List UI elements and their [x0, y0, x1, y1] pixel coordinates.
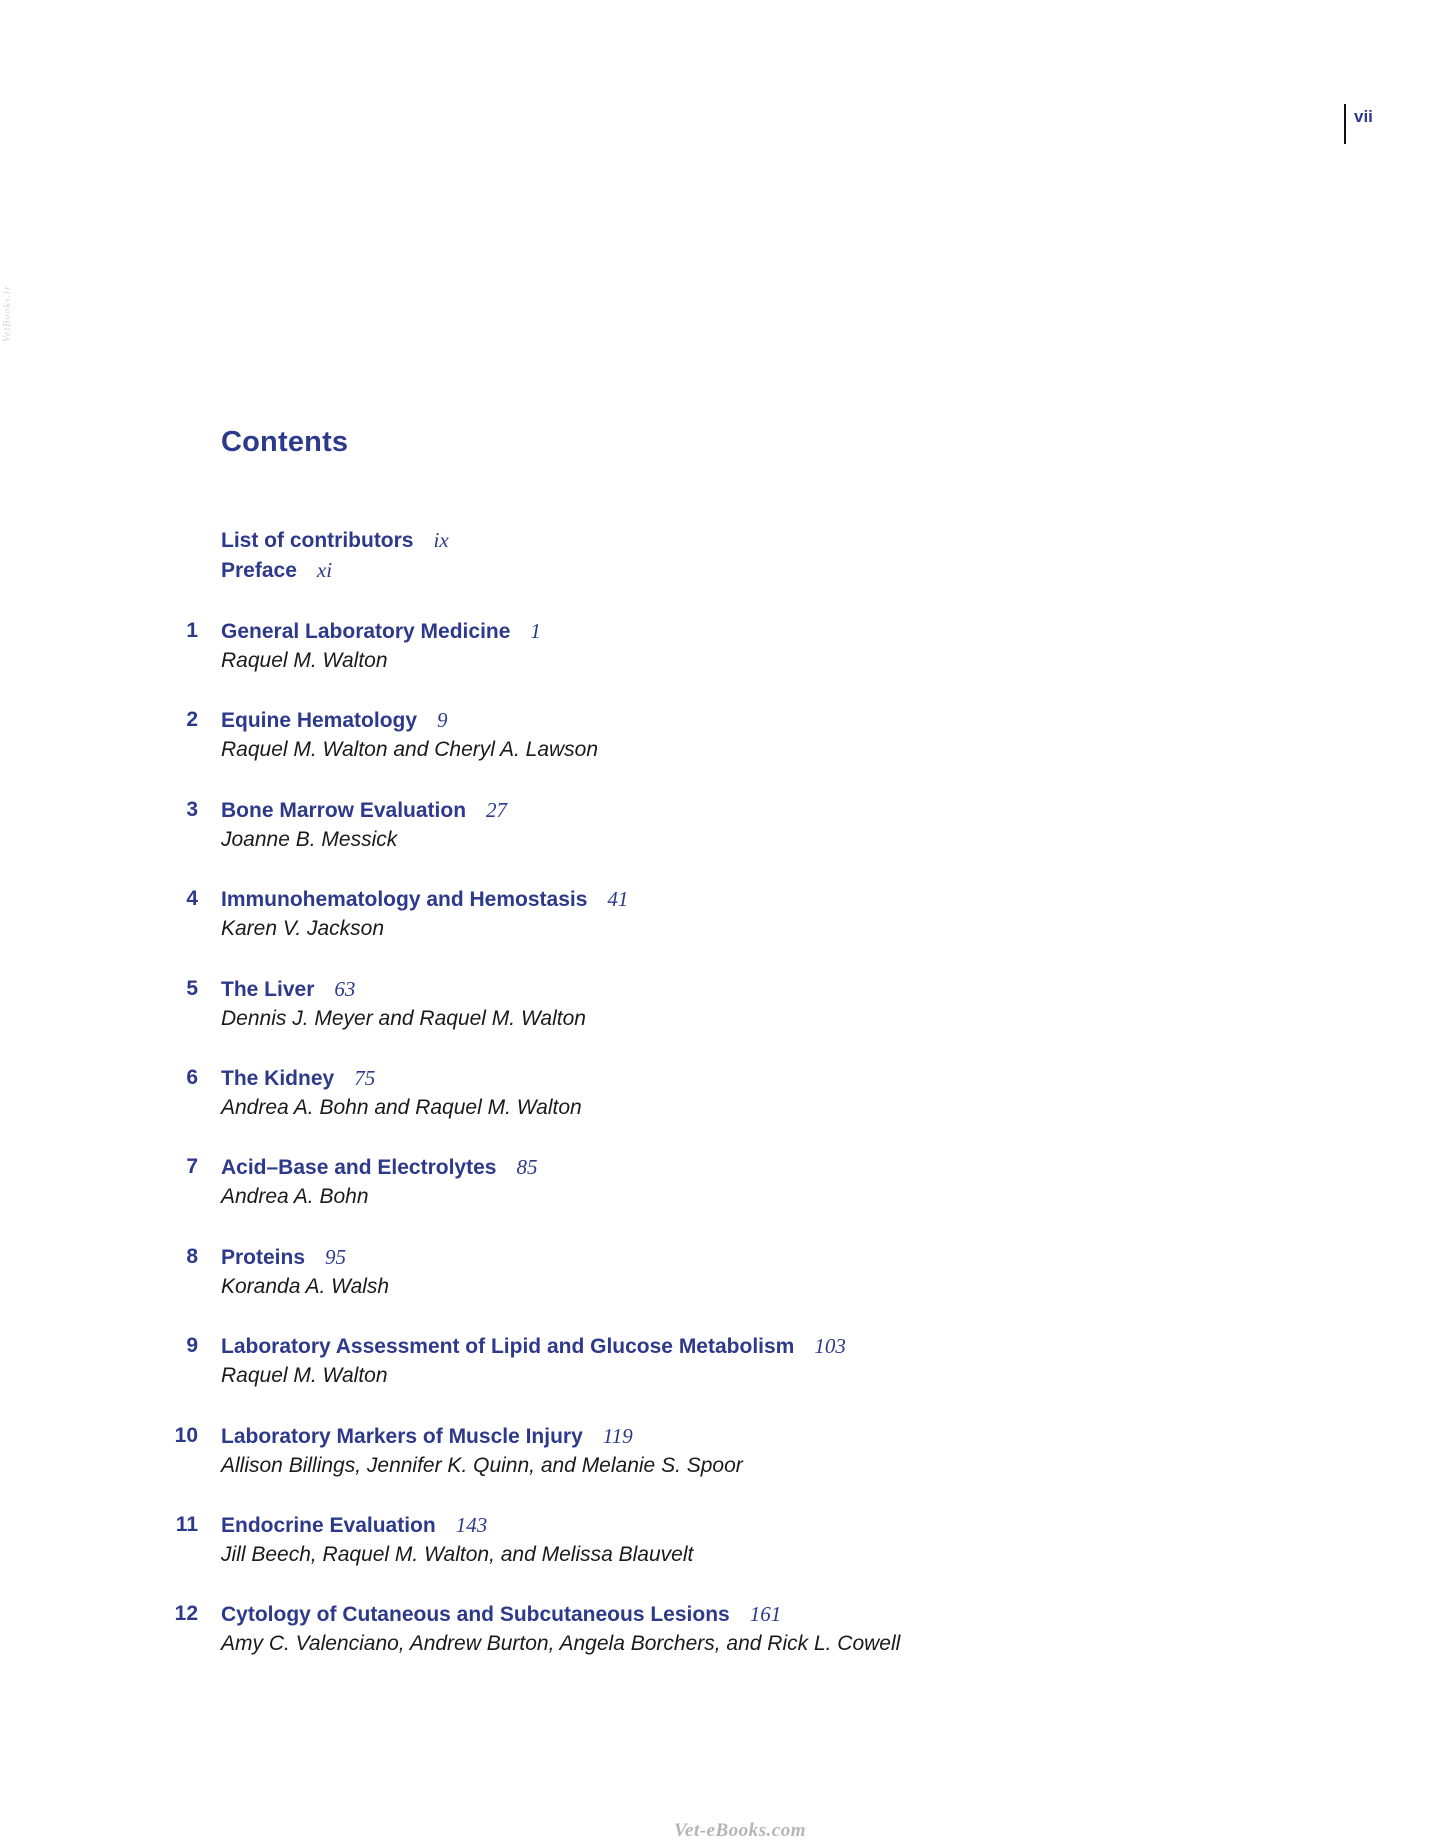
chapter-entry-7[interactable] [150, 1152, 1150, 1241]
page-number: vii [1344, 104, 1373, 144]
chapter-authors: Dennis J. Meyer and Raquel M. Walton [221, 1006, 586, 1030]
chapter-title: Immunohematology and Hemostasis [221, 888, 588, 912]
chapter-page: 9 [437, 708, 448, 733]
chapter-title: Laboratory Assessment of Lipid and Glucose Metabolism [221, 1335, 795, 1359]
bottom-watermark-logo [660, 1818, 820, 1844]
chapter-number: 12 [174, 1602, 198, 1626]
chapter-number: 3 [186, 797, 198, 821]
chapter-number: 2 [186, 708, 198, 732]
front-matter-item-preface[interactable] [221, 555, 921, 585]
chapter-page: 103 [814, 1334, 846, 1359]
chapter-authors: Karen V. Jackson [221, 917, 385, 941]
chapter-page: 161 [749, 1602, 782, 1627]
chapter-authors: Amy C. Valenciano, Andrew Burton, Angela Borchers, and Rick L. Cowell [221, 1632, 901, 1656]
chapter-number: 4 [186, 887, 198, 911]
front-matter-item-contributors[interactable] [221, 525, 921, 555]
chapter-number: 9 [186, 1334, 198, 1358]
chapter-page: 27 [486, 797, 508, 822]
chapter-entry-10[interactable] [150, 1421, 1150, 1510]
chapter-list [150, 616, 1150, 1689]
chapter-page: 119 [602, 1423, 633, 1448]
chapter-entry-11[interactable] [150, 1510, 1150, 1599]
chapter-title: Laboratory Markers of Muscle Injury [221, 1424, 583, 1448]
chapter-number: 7 [186, 1155, 198, 1179]
chapter-entry-1[interactable] [150, 616, 1150, 705]
chapter-entry-6[interactable] [150, 1063, 1150, 1152]
chapter-title: Bone Marrow Evaluation [221, 798, 467, 822]
chapter-authors: Raquel M. Walton [221, 649, 388, 672]
chapter-page: 85 [516, 1155, 538, 1180]
front-matter-page: xi [316, 558, 333, 582]
chapter-number: 11 [175, 1512, 198, 1536]
chapter-authors: Allison Billings, Jennifer K. Quinn, and Melanie S. Spoor [221, 1453, 743, 1477]
chapter-page: 95 [325, 1244, 347, 1269]
chapter-page: 41 [607, 887, 629, 912]
bottom-watermark-text: Vet-eBooks.com [673, 1820, 807, 1841]
front-matter-list [221, 525, 921, 585]
chapter-title: Equine Hematology [221, 709, 418, 733]
chapter-title: The Kidney [221, 1066, 335, 1090]
chapter-authors: Raquel M. Walton [221, 1364, 388, 1388]
chapter-page: 1 [530, 619, 541, 643]
chapter-authors: Andrea A. Bohn [221, 1185, 369, 1209]
chapter-number: 1 [186, 619, 198, 642]
front-matter-page: ix [433, 528, 449, 552]
chapter-entry-4[interactable] [150, 884, 1150, 973]
chapter-number: 5 [186, 976, 198, 1000]
chapter-authors: Joanne B. Messick [221, 827, 398, 851]
chapter-entry-12[interactable] [150, 1599, 1150, 1688]
chapter-title: The Liver [221, 977, 315, 1001]
chapter-entry-5[interactable] [150, 974, 1150, 1063]
chapter-entry-2[interactable] [150, 705, 1150, 794]
chapter-title: Proteins [221, 1245, 306, 1269]
chapter-page: 75 [354, 1065, 376, 1090]
chapter-number: 8 [186, 1244, 198, 1268]
chapter-page: 143 [455, 1512, 488, 1537]
chapter-entry-9[interactable] [150, 1331, 1150, 1420]
chapter-entry-8[interactable] [150, 1242, 1150, 1331]
chapter-title: Cytology of Cutaneous and Subcutaneous Lesions [221, 1603, 730, 1627]
chapter-authors: Jill Beech, Raquel M. Walton, and Melissa Blauvelt [221, 1542, 694, 1566]
chapter-number: 6 [186, 1065, 198, 1089]
chapter-title: Endocrine Evaluation [221, 1513, 436, 1537]
page-title: Contents [221, 426, 349, 458]
chapter-authors: Koranda A. Walsh [221, 1274, 390, 1298]
chapter-entry-3[interactable] [150, 795, 1150, 884]
front-matter-title: Preface [221, 559, 297, 582]
chapter-number: 10 [174, 1423, 198, 1447]
chapter-page: 63 [334, 976, 356, 1001]
side-watermark: VetBooks.ir [2, 285, 13, 342]
front-matter-title: List of contributors [221, 529, 414, 552]
chapter-title: General Laboratory Medicine [221, 620, 511, 643]
chapter-title: Acid–Base and Electrolytes [221, 1156, 497, 1180]
chapter-authors: Andrea A. Bohn and Raquel M. Walton [221, 1095, 582, 1119]
chapter-authors: Raquel M. Walton and Cheryl A. Lawson [221, 738, 599, 762]
